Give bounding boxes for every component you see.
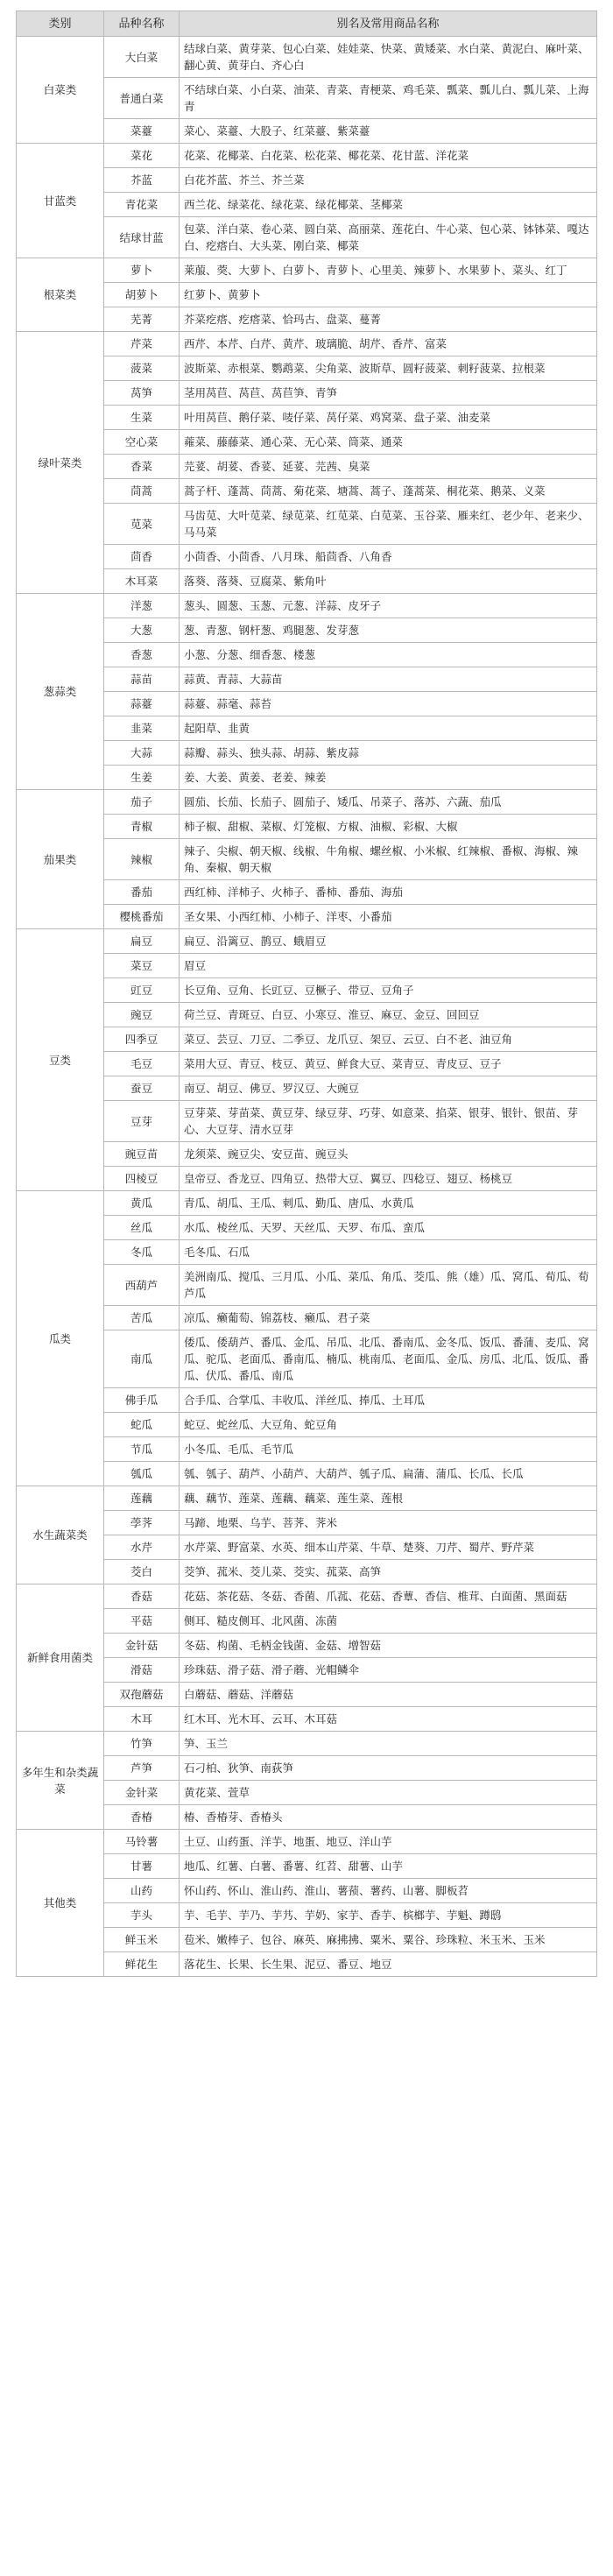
table-row [17, 1486, 597, 1511]
table-body [17, 37, 597, 1977]
alias-names-cell: 起阳草、韭黄 [180, 716, 597, 741]
table-row [17, 1560, 597, 1584]
table-row [17, 1952, 597, 1977]
table-row [17, 1903, 597, 1928]
header-category: 类别 [17, 11, 104, 37]
alias-names-cell: 结球白菜、黄芽菜、包心白菜、娃娃菜、快菜、黄矮菜、水白菜、黄泥白、麻叶菜、翻心黄、黄芽白、齐心白 [180, 37, 597, 78]
table-row [17, 37, 597, 78]
alias-names-cell: 红木耳、光木耳、云耳、木耳菇 [180, 1707, 597, 1732]
table-row [17, 193, 597, 217]
alias-names-cell: 菜用大豆、青豆、枝豆、黄豆、鲜食大豆、菜青豆、青皮豆、豆子 [180, 1052, 597, 1076]
variety-cell: 大白菜 [104, 37, 180, 78]
variety-cell: 菠菜 [104, 356, 180, 381]
variety-cell: 胡萝卜 [104, 283, 180, 307]
variety-cell: 菜花 [104, 144, 180, 168]
alias-names-cell: 圣女果、小西红柿、小柿子、洋枣、小番茄 [180, 905, 597, 929]
alias-names-cell: 小葱、分葱、细香葱、楼葱 [180, 643, 597, 667]
table-row [17, 1634, 597, 1658]
alias-names-cell: 马齿苋、大叶苋菜、绿苋菜、红苋菜、白苋菜、玉谷菜、雁来红、老少年、老来少、马马菜 [180, 504, 597, 545]
variety-cell: 西葫芦 [104, 1265, 180, 1306]
variety-cell: 空心菜 [104, 430, 180, 455]
header-names: 别名及常用商品名称 [180, 11, 597, 37]
category-cell: 白菜类 [17, 37, 104, 144]
variety-cell: 莴笋 [104, 381, 180, 406]
category-cell: 根菜类 [17, 258, 104, 332]
variety-cell: 洋葱 [104, 594, 180, 618]
table-row [17, 954, 597, 978]
alias-names-cell: 花菜、花椰菜、白花菜、松花菜、椰花菜、花甘蓝、洋花菜 [180, 144, 597, 168]
table-row [17, 1756, 597, 1781]
table-row [17, 716, 597, 741]
table-row [17, 1413, 597, 1437]
variety-cell: 茼蒿 [104, 479, 180, 504]
variety-cell: 青花菜 [104, 193, 180, 217]
variety-cell: 节瓜 [104, 1437, 180, 1462]
alias-names-cell: 凉瓜、癞葡萄、锦荔枝、癞瓜、君子菜 [180, 1306, 597, 1330]
category-cell: 葱蒜类 [17, 594, 104, 790]
variety-cell: 辣椒 [104, 839, 180, 880]
alias-names-cell: 不结球白菜、小白菜、油菜、青菜、青梗菜、鸡毛菜、瓢菜、瓢儿白、瓢儿菜、上海青 [180, 78, 597, 119]
table-row [17, 1216, 597, 1240]
vegetable-alias-table [16, 11, 597, 1977]
alias-names-cell: 芋、毛芋、芋乃、芋艿、芋奶、家芋、香芋、槟榔芋、芋魁、蹲鸱 [180, 1903, 597, 1928]
variety-cell: 扁豆 [104, 929, 180, 954]
table-row [17, 667, 597, 692]
variety-cell: 菜薹 [104, 119, 180, 144]
alias-names-cell: 冬菇、构菌、毛柄金钱菌、金菇、增智菇 [180, 1634, 597, 1658]
alias-names-cell: 西芹、本芹、白芹、黄芹、玻璃脆、胡芹、香芹、富菜 [180, 332, 597, 356]
variety-cell: 大葱 [104, 618, 180, 643]
table-row [17, 217, 597, 258]
alias-names-cell: 毛冬瓜、石瓜 [180, 1240, 597, 1265]
table-row [17, 1076, 597, 1101]
table-row [17, 643, 597, 667]
variety-cell: 南瓜 [104, 1330, 180, 1388]
variety-cell: 菜豆 [104, 954, 180, 978]
alias-names-cell: 落葵、落葵、豆腐菜、紫角叶 [180, 569, 597, 594]
table-row [17, 168, 597, 193]
alias-names-cell: 白花芥蓝、芥兰、芥兰菜 [180, 168, 597, 193]
variety-cell: 芋头 [104, 1903, 180, 1928]
table-row [17, 790, 597, 815]
alias-names-cell: 蒿子杆、蓬蒿、茼蒿、菊花菜、塘蒿、蒿子、蓬蒿菜、桐花菜、鹅菜、义菜 [180, 479, 597, 504]
alias-names-cell: 藕、藕节、莲菜、莲藕、藕菜、莲生菜、莲根 [180, 1486, 597, 1511]
variety-cell: 瓠瓜 [104, 1462, 180, 1486]
table-row [17, 1167, 597, 1191]
table-row [17, 1462, 597, 1486]
alias-names-cell: 南豆、胡豆、佛豆、罗汉豆、大豌豆 [180, 1076, 597, 1101]
alias-names-cell: 豆芽菜、芽苗菜、黄豆芽、绿豆芽、巧芽、如意菜、掐菜、银芽、银针、银苗、芽心、大豆芽、清水豆芽 [180, 1101, 597, 1142]
alias-names-cell: 菜豆、芸豆、刀豆、二季豆、龙爪豆、架豆、云豆、白不老、油豆角 [180, 1027, 597, 1052]
variety-cell: 青椒 [104, 815, 180, 839]
variety-cell: 芥蓝 [104, 168, 180, 193]
table-row [17, 455, 597, 479]
alias-names-cell: 青瓜、胡瓜、王瓜、刺瓜、勤瓜、唐瓜、水黄瓜 [180, 1191, 597, 1216]
alias-names-cell: 蛇豆、蛇丝瓜、大豆角、蛇豆角 [180, 1413, 597, 1437]
variety-cell: 甘薯 [104, 1854, 180, 1879]
variety-cell: 木耳 [104, 1707, 180, 1732]
variety-cell: 生菜 [104, 406, 180, 430]
table-header-row [17, 11, 597, 37]
alias-names-cell: 落花生、长果、长生果、泥豆、番豆、地豆 [180, 1952, 597, 1977]
variety-cell: 毛豆 [104, 1052, 180, 1076]
alias-names-cell: 蒜黄、青蒜、大蒜苗 [180, 667, 597, 692]
alias-names-cell: 芫荽、胡荽、香荽、延荽、芫茜、臭菜 [180, 455, 597, 479]
table-row [17, 880, 597, 905]
alias-names-cell: 西兰花、绿菜花、绿花菜、绿花椰菜、茎椰菜 [180, 193, 597, 217]
table-row [17, 119, 597, 144]
variety-cell: 金针菇 [104, 1634, 180, 1658]
alias-names-cell: 菜心、菜薹、大股子、红菜薹、紫菜薹 [180, 119, 597, 144]
variety-cell: 山药 [104, 1879, 180, 1903]
table-row [17, 905, 597, 929]
alias-names-cell: 西红柿、洋柿子、火柿子、番柿、番茄、海茄 [180, 880, 597, 905]
alias-names-cell: 葱头、圆葱、玉葱、元葱、洋蒜、皮牙子 [180, 594, 597, 618]
variety-cell: 鲜花生 [104, 1952, 180, 1977]
variety-cell: 茄子 [104, 790, 180, 815]
variety-cell: 莲藕 [104, 1486, 180, 1511]
alias-names-cell: 荷兰豆、青斑豆、白豆、小寒豆、淮豆、麻豆、金豆、回回豆 [180, 1003, 597, 1027]
category-cell: 甘蓝类 [17, 144, 104, 258]
variety-cell: 普通白菜 [104, 78, 180, 119]
alias-names-cell: 石刁柏、狄笋、南荻笋 [180, 1756, 597, 1781]
table-row [17, 815, 597, 839]
alias-names-cell: 倭瓜、倭葫芦、番瓜、金瓜、吊瓜、北瓜、番南瓜、金冬瓜、饭瓜、番蒲、麦瓜、窝瓜、驼瓜、老面瓜、番南瓜、楠瓜、桃南瓜、老面瓜、金瓜、房瓜、北瓜、饭瓜、番瓜、伏瓜、番瓜、南瓜 [180, 1330, 597, 1388]
variety-cell: 蒜薹 [104, 692, 180, 716]
table-row [17, 839, 597, 880]
table-row [17, 1330, 597, 1388]
header-variety: 品种名称 [104, 11, 180, 37]
variety-cell: 黄瓜 [104, 1191, 180, 1216]
category-cell: 豆类 [17, 929, 104, 1191]
table-row [17, 381, 597, 406]
alias-names-cell: 叶用莴苣、鹅仔菜、唛仔菜、莴仔菜、鸡窝菜、盘子菜、油麦菜 [180, 406, 597, 430]
alias-names-cell: 波斯菜、赤根菜、鹦鹉菜、尖角菜、波斯草、圆籽菠菜、刺籽菠菜、拉根菜 [180, 356, 597, 381]
variety-cell: 结球甘蓝 [104, 217, 180, 258]
alias-names-cell: 茎用莴苣、莴苣、莴苣笋、青笋 [180, 381, 597, 406]
category-cell: 其他类 [17, 1830, 104, 1977]
table-row [17, 1306, 597, 1330]
variety-cell: 豌豆 [104, 1003, 180, 1027]
variety-cell: 芜菁 [104, 307, 180, 332]
table-row [17, 1854, 597, 1879]
variety-cell: 四季豆 [104, 1027, 180, 1052]
table-row [17, 258, 597, 283]
alias-names-cell: 葱、青葱、钢杆葱、鸡腿葱、发芽葱 [180, 618, 597, 643]
variety-cell: 香菜 [104, 455, 180, 479]
variety-cell: 金针菜 [104, 1781, 180, 1805]
alias-names-cell: 地瓜、红薯、白薯、番薯、红苕、甜薯、山芋 [180, 1854, 597, 1879]
category-cell: 新鲜食用菌类 [17, 1584, 104, 1732]
alias-names-cell: 苞米、嫩棒子、包谷、麻英、麻拂拂、粟米、粟谷、珍珠粒、米玉米、玉米 [180, 1928, 597, 1952]
table-row [17, 1265, 597, 1306]
table-row [17, 1609, 597, 1634]
table-row [17, 741, 597, 766]
variety-cell: 番茄 [104, 880, 180, 905]
table-row [17, 692, 597, 716]
table-row [17, 569, 597, 594]
table-row [17, 1879, 597, 1903]
alias-names-cell: 珍珠菇、滑子菇、滑子蘑、光帽鳞伞 [180, 1658, 597, 1683]
alias-names-cell: 蕹菜、藤藤菜、通心菜、无心菜、筒菜、通菜 [180, 430, 597, 455]
table-row [17, 1191, 597, 1216]
table-row [17, 1052, 597, 1076]
variety-cell: 鲜玉米 [104, 1928, 180, 1952]
variety-cell: 平菇 [104, 1609, 180, 1634]
table-row [17, 618, 597, 643]
alias-names-cell: 红萝卜、黄萝卜 [180, 283, 597, 307]
alias-names-cell: 椿、香椿芽、香椿头 [180, 1805, 597, 1830]
table-row [17, 144, 597, 168]
alias-names-cell: 花菇、茶花菇、冬菇、香菌、爪菰、花菇、香蕈、香信、椎茸、白面菌、黑面菇 [180, 1584, 597, 1609]
table-row [17, 1511, 597, 1535]
alias-names-cell: 辣子、尖椒、朝天椒、线椒、牛角椒、螺丝椒、小米椒、红辣椒、番椒、海椒、辣角、秦椒、朝天椒 [180, 839, 597, 880]
table-row [17, 430, 597, 455]
category-cell: 茄果类 [17, 790, 104, 929]
table-row [17, 1928, 597, 1952]
table-row [17, 479, 597, 504]
alias-names-cell: 瓠、瓠子、葫芦、小葫芦、大葫芦、瓠子瓜、扁蒲、蒲瓜、长瓜、长瓜 [180, 1462, 597, 1486]
variety-cell: 香菇 [104, 1584, 180, 1609]
alias-names-cell: 长豆角、豆角、长豇豆、豆橛子、带豆、豆角子 [180, 978, 597, 1003]
variety-cell: 蚕豆 [104, 1076, 180, 1101]
alias-names-cell: 茭笋、菰米、茭儿菜、茭实、菰菜、高笋 [180, 1560, 597, 1584]
variety-cell: 佛手瓜 [104, 1388, 180, 1413]
variety-cell: 木耳菜 [104, 569, 180, 594]
variety-cell: 四棱豆 [104, 1167, 180, 1191]
table-row [17, 929, 597, 954]
alias-names-cell: 笋、玉兰 [180, 1732, 597, 1756]
alias-names-cell: 小冬瓜、毛瓜、毛节瓜 [180, 1437, 597, 1462]
alias-names-cell: 蒜瓣、蒜头、独头蒜、胡蒜、紫皮蒜 [180, 741, 597, 766]
table-row [17, 545, 597, 569]
table-row [17, 504, 597, 545]
table-row [17, 1658, 597, 1683]
variety-cell: 豆芽 [104, 1101, 180, 1142]
variety-cell: 蛇瓜 [104, 1413, 180, 1437]
variety-cell: 大蒜 [104, 741, 180, 766]
table-row [17, 1142, 597, 1167]
alias-names-cell: 合手瓜、合掌瓜、丰收瓜、洋丝瓜、捧瓜、土耳瓜 [180, 1388, 597, 1413]
table-row [17, 1805, 597, 1830]
table-row [17, 1003, 597, 1027]
alias-names-cell: 黄花菜、萱草 [180, 1781, 597, 1805]
table-row [17, 78, 597, 119]
table-row [17, 1683, 597, 1707]
table-row [17, 283, 597, 307]
variety-cell: 滑菇 [104, 1658, 180, 1683]
alias-names-cell: 圆茄、长茄、长茄子、圆茄子、矮瓜、吊菜子、落苏、六蔬、茄瓜 [180, 790, 597, 815]
alias-names-cell: 马蹄、地栗、乌芋、菩荠、荠米 [180, 1511, 597, 1535]
alias-names-cell: 包菜、洋白菜、卷心菜、圆白菜、高丽菜、莲花白、牛心菜、包心菜、钵钵菜、嘎达白、疙瘩白、大头菜、刚白菜、椰菜 [180, 217, 597, 258]
variety-cell: 竹笋 [104, 1732, 180, 1756]
variety-cell: 丝瓜 [104, 1216, 180, 1240]
variety-cell: 香椿 [104, 1805, 180, 1830]
alias-names-cell: 姜、大姜、黄姜、老姜、辣姜 [180, 766, 597, 790]
variety-cell: 水芹 [104, 1535, 180, 1560]
category-cell: 多年生和杂类蔬菜 [17, 1732, 104, 1830]
category-cell: 瓜类 [17, 1191, 104, 1486]
variety-cell: 萝卜 [104, 258, 180, 283]
variety-cell: 马铃薯 [104, 1830, 180, 1854]
variety-cell: 荸荠 [104, 1511, 180, 1535]
variety-cell: 豇豆 [104, 978, 180, 1003]
table-row [17, 1732, 597, 1756]
alias-names-cell: 蒜薹、蒜毫、蒜苔 [180, 692, 597, 716]
table-row [17, 406, 597, 430]
variety-cell: 茭白 [104, 1560, 180, 1584]
alias-names-cell: 侧耳、糙皮侧耳、北风菌、冻菌 [180, 1609, 597, 1634]
alias-names-cell: 龙须菜、豌豆尖、安豆苗、豌豆头 [180, 1142, 597, 1167]
variety-cell: 蒜苗 [104, 667, 180, 692]
alias-names-cell: 皇帝豆、香龙豆、四角豆、热带大豆、翼豆、四稔豆、翅豆、杨桃豆 [180, 1167, 597, 1191]
alias-names-cell: 水芹菜、野富菜、水英、细本山芹菜、牛草、楚葵、刀芹、蜀芹、野芹菜 [180, 1535, 597, 1560]
table-row [17, 307, 597, 332]
alias-names-cell: 眉豆 [180, 954, 597, 978]
variety-cell: 芦笋 [104, 1756, 180, 1781]
table-row [17, 1781, 597, 1805]
variety-cell: 生姜 [104, 766, 180, 790]
variety-cell: 芹菜 [104, 332, 180, 356]
table-row [17, 1240, 597, 1265]
variety-cell: 苋菜 [104, 504, 180, 545]
table-row [17, 1584, 597, 1609]
alias-names-cell: 小茴香、小茴香、八月珠、船茴香、八角香 [180, 545, 597, 569]
table-row [17, 1707, 597, 1732]
alias-names-cell: 土豆、山药蛋、洋芋、地蛋、地豆、洋山芋 [180, 1830, 597, 1854]
alias-names-cell: 扁豆、沿篱豆、鹊豆、蛾眉豆 [180, 929, 597, 954]
alias-names-cell: 怀山药、怀山、淮山药、淮山、薯蓣、薯药、山薯、脚板苕 [180, 1879, 597, 1903]
table-row [17, 356, 597, 381]
table-row [17, 1101, 597, 1142]
table-row [17, 978, 597, 1003]
alias-names-cell: 美洲南瓜、搅瓜、三月瓜、小瓜、菜瓜、角瓜、茭瓜、熊（雄）瓜、窝瓜、荀瓜、荀芦瓜 [180, 1265, 597, 1306]
table-row [17, 1830, 597, 1854]
table-row [17, 332, 597, 356]
variety-cell: 苦瓜 [104, 1306, 180, 1330]
variety-cell: 茴香 [104, 545, 180, 569]
table-row [17, 594, 597, 618]
variety-cell: 韭菜 [104, 716, 180, 741]
variety-cell: 冬瓜 [104, 1240, 180, 1265]
alias-names-cell: 莱菔、葖、大萝卜、白萝卜、青萝卜、心里美、辣萝卜、水果萝卜、菜头、红丁 [180, 258, 597, 283]
alias-names-cell: 柿子椒、甜椒、菜椒、灯笼椒、方椒、油椒、彩椒、大椒 [180, 815, 597, 839]
table-row [17, 766, 597, 790]
variety-cell: 樱桃番茄 [104, 905, 180, 929]
table-row [17, 1535, 597, 1560]
alias-names-cell: 芥菜疙瘩、疙瘩菜、恰玛古、盘菜、蔓菁 [180, 307, 597, 332]
alias-names-cell: 白蘑菇、蘑菇、洋蘑菇 [180, 1683, 597, 1707]
alias-names-cell: 水瓜、棱丝瓜、天罗、天丝瓜、天罗、布瓜、蛮瓜 [180, 1216, 597, 1240]
category-cell: 绿叶菜类 [17, 332, 104, 594]
variety-cell: 香葱 [104, 643, 180, 667]
variety-cell: 双孢蘑菇 [104, 1683, 180, 1707]
table-row [17, 1388, 597, 1413]
table-row [17, 1437, 597, 1462]
category-cell: 水生蔬菜类 [17, 1486, 104, 1584]
variety-cell: 豌豆苗 [104, 1142, 180, 1167]
table-row [17, 1027, 597, 1052]
